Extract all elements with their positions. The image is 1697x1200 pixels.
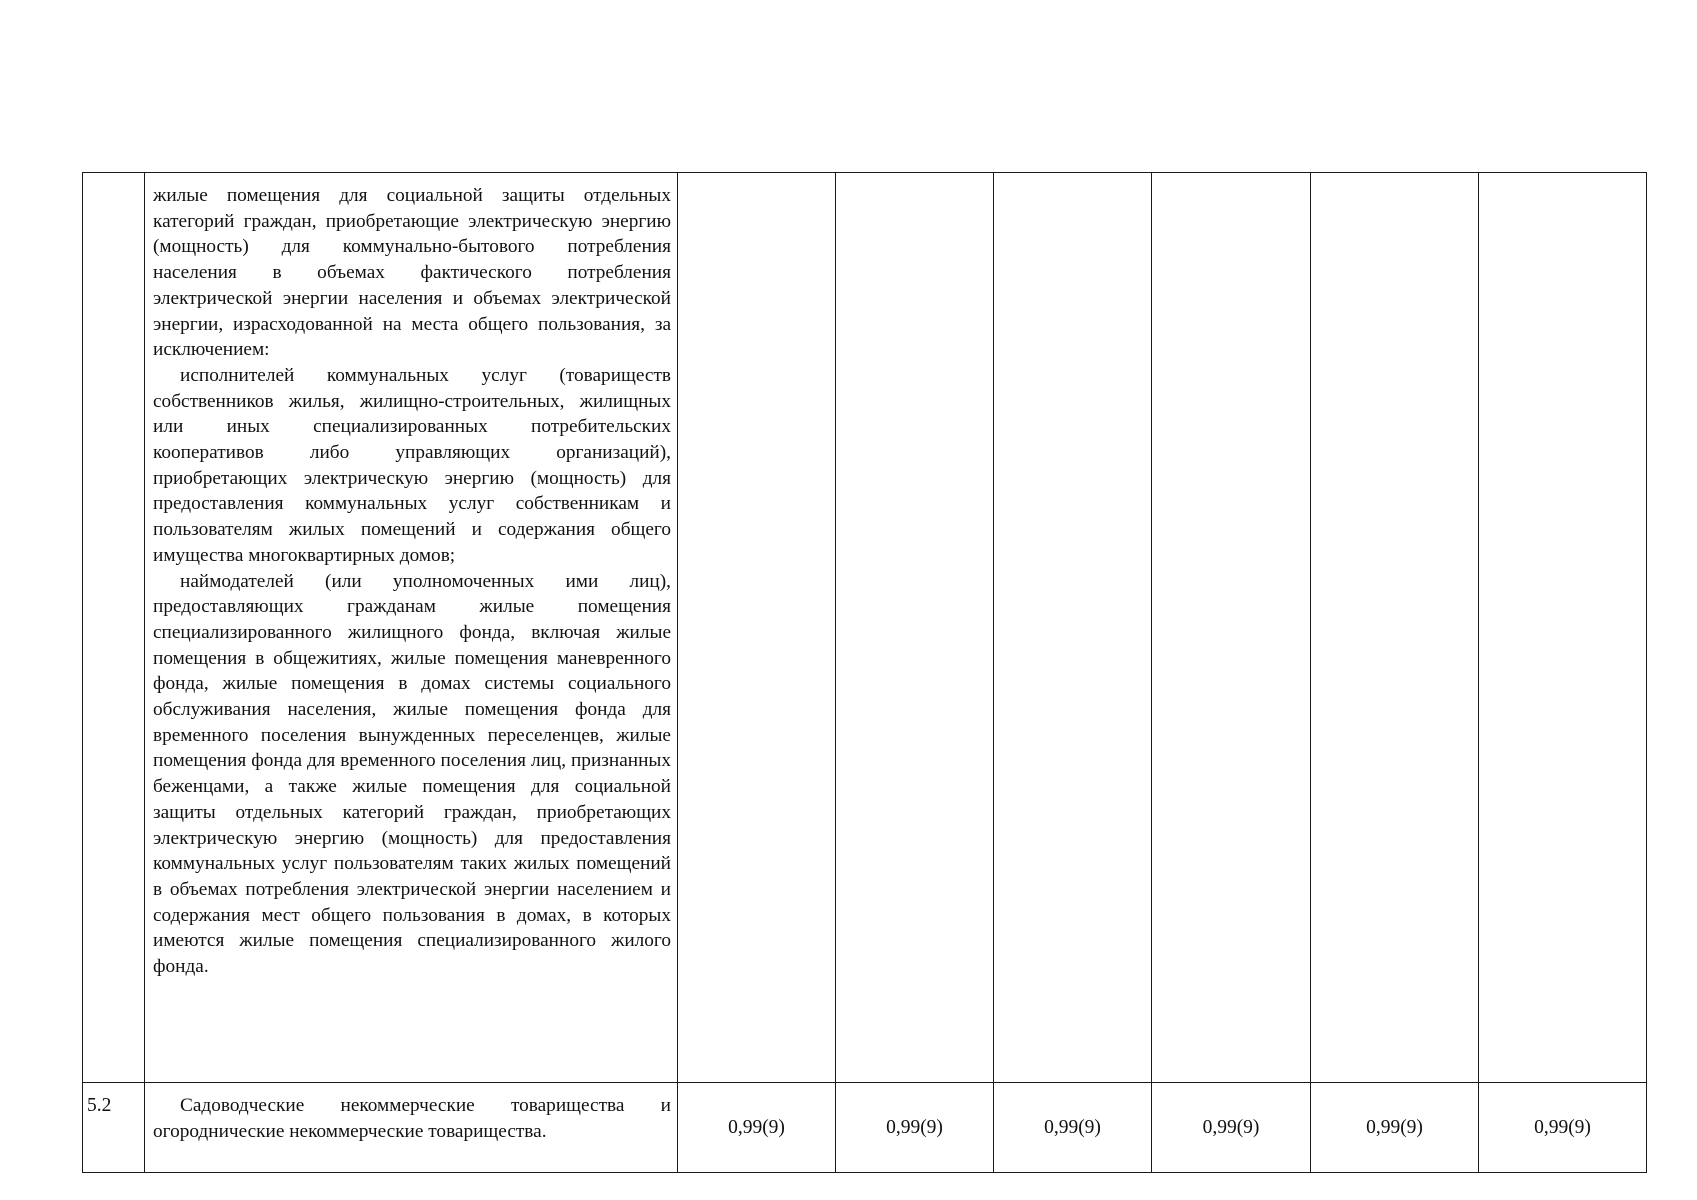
description-paragraph: исполнителей коммунальных услуг (товариществ собственников жилья, жилищно-строительных, жилищных или иных специализированных потребительских кооперативов либо управляющих организаций), приобретающих электрическую энергию (мощность) для предоставления коммунальных услуг собственникам и пользователям жилых помещений и содержания общего имущества многоквартирных домов; — [153, 364, 671, 566]
value-cell — [1152, 173, 1311, 1083]
value-cell — [1479, 173, 1647, 1083]
description-paragraph: наймодателей (или уполномоченных ими лиц), предоставляющих гражданам жилые помещения специализированного жилищного фонда, включая жилые помещения в общежитиях, жилые помещения маневренного фонда, жилые помещения в домах системы социального обслуживания населения, жилые помещения фонда для временного поселения вынужденных переселенцев, жилые помещения фонда для временного поселения лиц, признанных беженцами, а также жилые помещения для социальной защиты отдельных категорий граждан, приобретающих электрическую энергию (мощность) для предоставления коммунальных услуг пользователям таких жилых помещений в объемах потребления электрической энергии населением и содержания мест общего пользования в домах, в которых имеются жилые помещения специализированного жилого фонда. — [153, 570, 671, 978]
value-cell: 0,99(9) — [1311, 1083, 1479, 1173]
tariff-table — [82, 172, 1647, 1173]
description-paragraph: жилые помещения для социальной защиты отдельных категорий граждан, приобретающие электрическую энергию (мощность) для коммунально-бытового потребления населения в объемах фактического потребления электрической энергии населения и объемах электрической энергии, израсходованной на места общего пользования, за исключением: — [153, 185, 671, 361]
row-number-cell — [83, 173, 145, 1083]
row-number-cell: 5.2 — [83, 1083, 145, 1173]
value-cell — [994, 173, 1152, 1083]
value-cell — [678, 173, 836, 1083]
value-cell: 0,99(9) — [678, 1083, 836, 1173]
description-cell — [145, 173, 678, 1083]
description-paragraph: Садоводческие некоммерческие товарищества и огороднические некоммерческие товарищества. — [153, 1095, 671, 1142]
value-cell: 0,99(9) — [1152, 1083, 1311, 1173]
value-cell — [1311, 173, 1479, 1083]
value-cell: 0,99(9) — [836, 1083, 994, 1173]
value-cell — [836, 173, 994, 1083]
description-cell — [145, 1083, 678, 1173]
value-cell: 0,99(9) — [1479, 1083, 1647, 1173]
value-cell: 0,99(9) — [994, 1083, 1152, 1173]
table-row — [83, 1083, 1647, 1173]
table-row — [83, 173, 1647, 1083]
